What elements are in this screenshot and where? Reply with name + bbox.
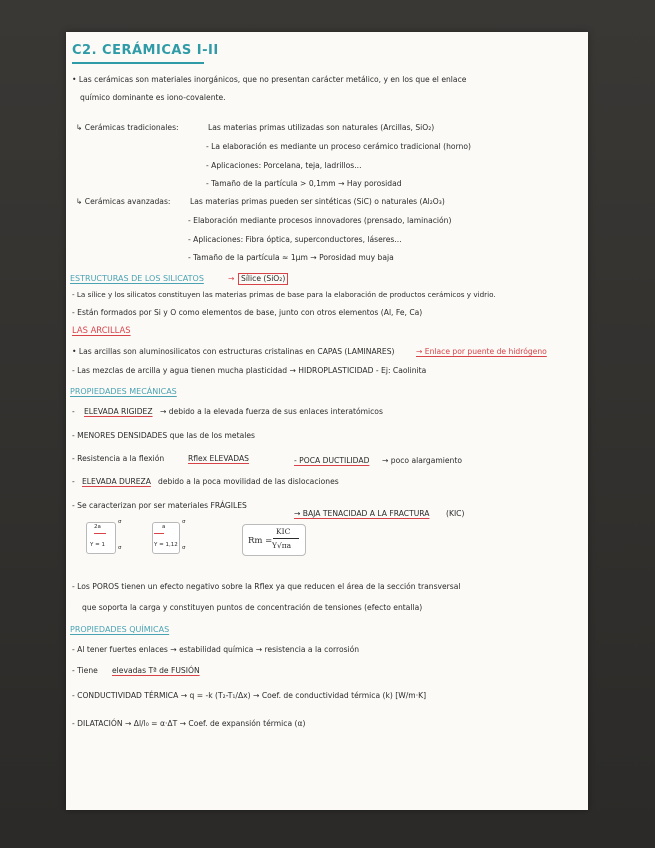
advanced-item: - Aplicaciones: Fibra óptica, superconductores, láseres... bbox=[188, 235, 402, 244]
traditional-heading: ↳ Cerámicas tradicionales: bbox=[76, 123, 179, 132]
pores-line-2: que soporta la carga y constituyen puntos de concentración de tensiones (efecto entalla) bbox=[82, 603, 423, 612]
density-line: - MENORES DENSIDADES que las de los metales bbox=[72, 431, 255, 440]
traditional-item: - Tamaño de la partícula > 0,1mm → Hay porosidad bbox=[206, 179, 402, 188]
flex-line-b: Rflex ELEVADAS bbox=[188, 454, 249, 463]
formula-lhs: Rm = bbox=[248, 536, 273, 546]
brittle-line-b: → BAJA TENACIDAD A LA FRACTURA bbox=[294, 509, 430, 518]
advanced-item: - Elaboración mediante procesos innovadores (prensado, laminación) bbox=[188, 216, 452, 225]
silicates-line: - Están formados por Si y O como elementos de base, junto con otros elementos (Al, Fe, Ca) bbox=[72, 308, 423, 317]
mechanical-heading: PROPIEDADES MECÁNICAS bbox=[70, 387, 177, 396]
chemical-line-2b: elevadas Tª de FUSIÓN bbox=[112, 666, 200, 675]
intro-line-2: químico dominante es iono-covalente. bbox=[80, 93, 226, 102]
rigidity-label: ELEVADA RIGIDEZ bbox=[84, 407, 153, 416]
crack-edge-arrow bbox=[154, 533, 164, 534]
chemical-line-1: - Al tener fuertes enlaces → estabilidad química → resistencia a la corrosión bbox=[72, 645, 360, 654]
traditional-item: Las materias primas utilizadas son naturales (Arcillas, SiO₂) bbox=[208, 123, 435, 132]
clays-heading: LAS ARCILLAS bbox=[72, 325, 131, 335]
hardness-text: debido a la poca movilidad de las dislocaciones bbox=[158, 477, 339, 486]
sigma-label: σ bbox=[118, 545, 122, 551]
traditional-item: - Aplicaciones: Porcelana, teja, ladrillos... bbox=[206, 161, 362, 170]
hardness-dash: - bbox=[72, 477, 75, 486]
pores-line-1: - Los POROS tienen un efecto negativo sobre la Rflex ya que reducen el área de la sección transversal bbox=[72, 582, 461, 591]
sigma-label: σ bbox=[118, 519, 122, 525]
formula-fraction-line bbox=[273, 538, 299, 539]
rigidity-dash: - bbox=[72, 407, 75, 416]
crack-y112-label: Y = 1,12 bbox=[154, 542, 178, 548]
traditional-item: - La elaboración es mediante un proceso cerámico tradicional (horno) bbox=[206, 142, 471, 151]
advanced-heading: ↳ Cerámicas avanzadas: bbox=[76, 197, 171, 206]
silicates-arrow: → bbox=[228, 274, 235, 283]
rigidity-text: → debido a la elevada fuerza de sus enlaces interatómicos bbox=[160, 407, 383, 416]
hardness-label: ELEVADA DUREZA bbox=[82, 477, 151, 486]
crack-diagram-edge bbox=[152, 522, 180, 554]
chemical-line-4: - DILATACIÓN → Δl/l₀ = α·ΔT → Coef. de expansión térmica (α) bbox=[72, 719, 306, 728]
title-underline bbox=[72, 62, 204, 64]
crack-diagram-internal bbox=[86, 522, 116, 554]
flex-line-a: - Resistencia a la flexión bbox=[72, 454, 165, 463]
clays-line-2: - Las mezclas de arcilla y agua tienen mucha plasticidad → HIDROPLASTICIDAD - Ej: Caolinita bbox=[72, 366, 427, 375]
brittle-line-a: - Se caracterizan por ser materiales FRÁGILES bbox=[72, 501, 247, 510]
silica-box: Sílice (SiO₂) bbox=[238, 273, 288, 285]
ductility-label: - POCA DUCTILIDAD bbox=[294, 456, 370, 465]
chemical-heading: PROPIEDADES QUÍMICAS bbox=[70, 625, 170, 634]
crack-internal-arrow bbox=[94, 533, 106, 534]
formula-denominator: Y√πa bbox=[272, 541, 292, 550]
notes-sheet bbox=[66, 32, 588, 810]
advanced-item: Las materias primas pueden ser sintéticas (SiC) o naturales (Al₂O₃) bbox=[190, 197, 445, 206]
brittle-line-c: (KIC) bbox=[446, 509, 465, 518]
silicates-line: - La sílice y los silicatos constituyen las materias primas de base para la elaboración de productos cerámicos y vidrio. bbox=[72, 290, 496, 299]
crack-2a-label: 2a bbox=[94, 524, 101, 530]
chemical-line-2a: - Tiene bbox=[72, 666, 98, 675]
chemical-line-3: - CONDUCTIVIDAD TÉRMICA → q = -k (T₂-T₁/Δx) → Coef. de conductividad térmica (k) [W/m·K] bbox=[72, 691, 427, 700]
ductility-text: → poco alargamiento bbox=[382, 456, 462, 465]
crack-y1-label: Y = 1 bbox=[90, 542, 105, 548]
crack-a-label: a bbox=[162, 524, 166, 530]
advanced-item: - Tamaño de la partícula ≈ 1µm → Porosidad muy baja bbox=[188, 253, 394, 262]
sigma-label: σ bbox=[182, 545, 186, 551]
intro-line-1: • Las cerámicas son materiales inorgánicos, que no presentan carácter metálico, y en los que el enlace bbox=[72, 75, 467, 84]
silicates-heading: ESTRUCTURAS DE LOS SILICATOS bbox=[70, 274, 204, 283]
formula-numerator: KIC bbox=[276, 527, 291, 536]
clays-line-1-hbond: → Enlace por puente de hidrógeno bbox=[416, 347, 547, 356]
page-title: C2. CERÁMICAS I-II bbox=[72, 43, 219, 58]
sigma-label: σ bbox=[182, 519, 186, 525]
clays-line-1: • Las arcillas son aluminosilicatos con estructuras cristalinas en CAPAS (LAMINARES) bbox=[72, 347, 395, 356]
